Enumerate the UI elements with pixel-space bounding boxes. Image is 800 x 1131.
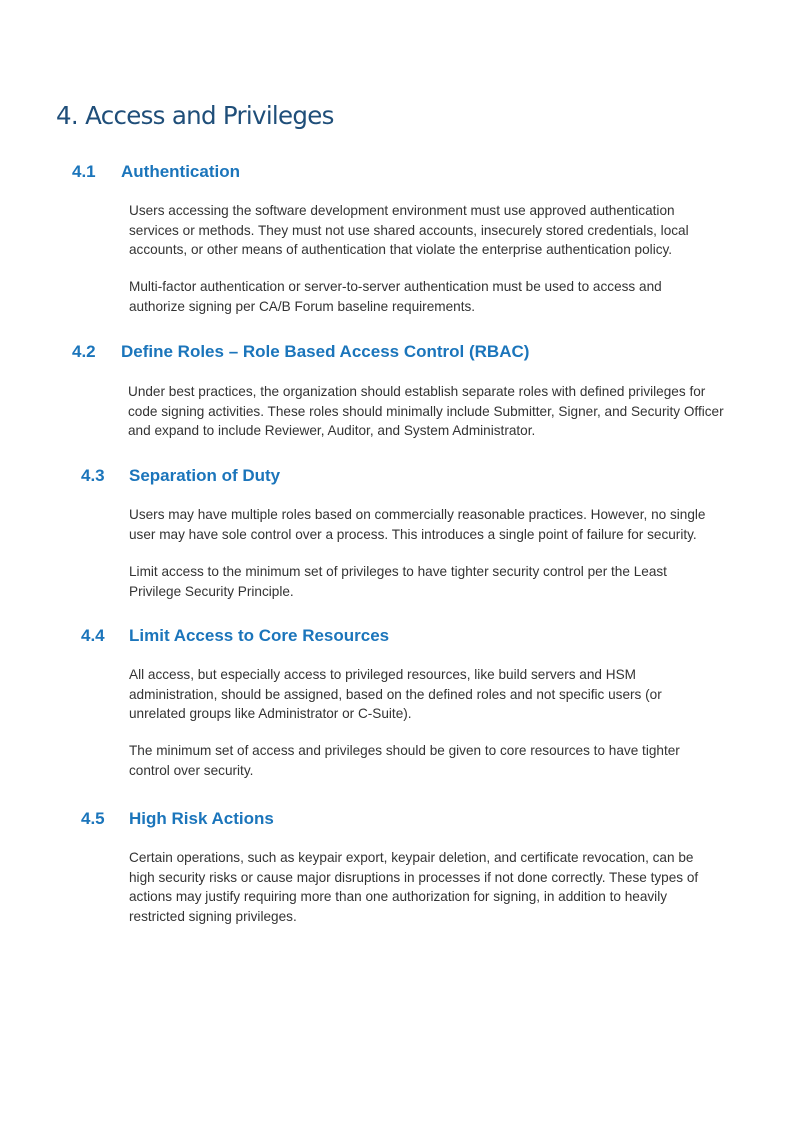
paragraph: Multi-factor authentication or server-to-server authentication must be used to access and authorize signing per CA/B Forum baseline requirements. — [129, 279, 662, 314]
paragraph: Under best practices, the organization should establish separate roles with defined privileges for code signing activities. These roles should minimally include Submitter, Signer, and Security Officer and expand to include Reviewer, Auditor, and System Administrator. — [128, 384, 724, 438]
paragraph: Users may have multiple roles based on commercially reasonable practices. However, no single user may have sole control over a process. This introduces a single point of failure for security. — [129, 507, 706, 542]
paragraph: Users accessing the software development environment must use approved authentication services or methods. They must not use shared accounts, insecurely stored credentials, local accounts, or other means of authentication that violate the enterprise authentication policy. — [129, 203, 689, 257]
section-number: 4.1 — [72, 162, 96, 181]
section-title: Authentication — [121, 162, 240, 181]
section-title: High Risk Actions — [129, 809, 274, 828]
section-number: 4.3 — [81, 466, 105, 485]
paragraph: Limit access to the minimum set of privileges to have tighter security control per the Least Privilege Security Principle. — [129, 564, 667, 599]
section-title: Define Roles – Role Based Access Control (RBAC) — [121, 342, 530, 361]
page-bottom-margin — [0, 1121, 800, 1131]
paragraph: The minimum set of access and privileges should be given to core resources to have tighter control over security. — [129, 743, 680, 778]
section-number: 4.5 — [81, 809, 105, 828]
paragraph: Certain operations, such as keypair export, keypair deletion, and certificate revocation, can be high security risks or cause major disruptions in processes if not done correctly. These types of actions may justify requiring more than one authorization for signing, in addition to heavily restricted signing privileges. — [129, 850, 699, 924]
section-title: Limit Access to Core Resources — [129, 626, 390, 645]
chapter-title: 4. Access and Privileges — [56, 101, 334, 130]
section-number: 4.4 — [81, 626, 105, 645]
section-title: Separation of Duty — [129, 466, 281, 485]
paragraph: All access, but especially access to privileged resources, like build servers and HSM administration, should be assigned, based on the defined roles and not specific users (or unrelated groups like Administrator or C-Suite). — [129, 667, 662, 721]
section-number: 4.2 — [72, 342, 96, 361]
